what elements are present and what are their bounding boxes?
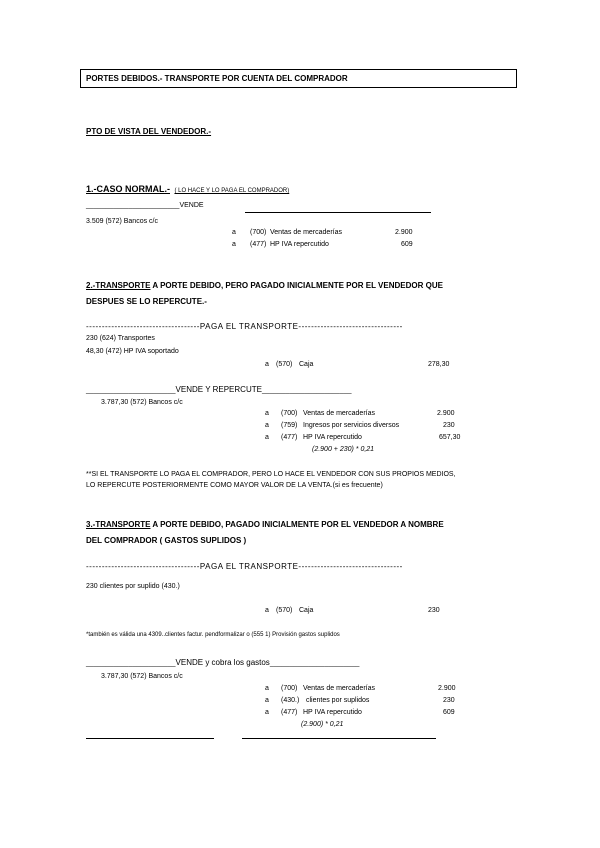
dash-right: --------------------------------- [298, 562, 403, 571]
bottom-rule-right [242, 738, 436, 739]
s2-separator [86, 385, 352, 394]
s2-caja-acc: (570) [276, 361, 293, 368]
s3-caja-amt: 230 [428, 607, 440, 614]
s2-credit-desc-1: Ingresos por servicios diversos [303, 422, 400, 429]
document-title: PORTES DEBIDOS.- TRANSPORTE POR CUENTA DEL COMPRADOR [86, 74, 348, 83]
s3-credit-acc-2: (477) [281, 709, 298, 716]
s2-credit-desc-2: HP IVA repercutido [303, 434, 362, 441]
s2-credit-amt-0: 2.900 [437, 410, 455, 417]
s2-debit-1: 48,30 (472) HP IVA soportado [86, 348, 179, 355]
s2-caja-desc: Caja [299, 361, 314, 368]
s3-dash-separator [86, 562, 403, 571]
section-3-title-line2: DEL COMPRADOR ( GASTOS SUPLIDOS ) [86, 536, 247, 545]
bottom-rule-left [86, 738, 214, 739]
s3-debit: 230 clientes por suplido (430.) [86, 583, 180, 590]
s1-credit-a-1: a [232, 241, 236, 248]
s2-credit-acc-1: (759) [281, 422, 298, 429]
dash-label: PAGA EL TRANSPORTE [199, 562, 299, 571]
sep-left: _______________________ [86, 660, 176, 667]
dash-right: --------------------------------- [298, 322, 403, 331]
s1-credit-amt-0: 2.900 [395, 229, 413, 236]
s3-separator [86, 658, 359, 667]
s3-caja-acc: (570) [276, 607, 293, 614]
section-1-separator [86, 202, 204, 209]
s3-credit-amt-1: 230 [443, 697, 455, 704]
dash-left: ------------------------------------ [86, 322, 200, 331]
s1-credit-desc-0: Ventas de mercaderías [270, 229, 342, 236]
s3-credit-a-1: a [265, 697, 269, 704]
sep-right-line [245, 212, 431, 213]
s2-credit-desc-0: Ventas de mercaderías [303, 410, 375, 417]
s3-note: *también es válida una 4309..clientes factur. pendformalizar o (555 1) Provisión gastos suplidos [86, 632, 340, 638]
section-3-title-line1 [86, 520, 444, 529]
s3-credit-acc-1: (430.) [281, 697, 300, 704]
sep-left: _______________________ [86, 387, 176, 394]
s1-credit-acc-0: (700) [250, 229, 267, 236]
s2-formula: (2.900 + 230) * 0,21 [312, 446, 375, 453]
s2-credit-amt-1: 230 [443, 422, 455, 429]
dash-left: ------------------------------------ [86, 562, 200, 571]
s3-caja-a: a [265, 607, 269, 614]
s2-credit-acc-2: (477) [281, 434, 298, 441]
s2-debit2: 3.787,30 (572) Bancos c/c [101, 399, 183, 406]
section-1-heading [86, 179, 289, 197]
s2-note-line1: **SI EL TRANSPORTE LO PAGA EL COMPRADOR, PERO LO HACE EL VENDEDOR CON SUS PROPIOS MEDIOS, [86, 471, 456, 478]
sep-label: VENDE y cobra los gastos [175, 658, 270, 667]
section-2-title-underlined: 2.-TRANSPORTE [86, 281, 151, 290]
s3-formula: (2.900) * 0,21 [301, 721, 344, 728]
section-2-title-rest: A PORTE DEBIDO, PERO PAGADO INICIALMENTE POR EL VENDEDOR QUE [150, 281, 443, 290]
sep-right: _______________________ [269, 660, 360, 667]
s2-debit-0: 230 (624) Transportes [86, 335, 155, 342]
s3-credit-acc-0: (700) [281, 685, 298, 692]
section-2-title-line2: DESPUES SE LO REPERCUTE.- [86, 297, 207, 306]
sep-left-line: ________________________ [86, 202, 180, 209]
section-1-note: ( LO HACE Y LO PAGA EL COMPRADOR) [174, 188, 290, 194]
s2-credit-a-0: a [265, 410, 269, 417]
viewpoint-heading: PTO DE VISTA DEL VENDEDOR.- [86, 127, 212, 136]
s3-debit2: 3.787,30 (572) Bancos c/c [101, 673, 183, 680]
s2-credit-amt-2: 657,30 [439, 434, 461, 441]
section-3-title-underlined: 3.-TRANSPORTE [86, 520, 151, 529]
sep-label: VENDE [179, 202, 204, 209]
s2-credit-acc-0: (700) [281, 410, 298, 417]
s3-credit-a-2: a [265, 709, 269, 716]
sep-right: _______________________ [261, 387, 352, 394]
s2-caja-amt: 278,30 [428, 361, 450, 368]
s3-credit-amt-2: 609 [443, 709, 455, 716]
s1-credit-a-0: a [232, 229, 236, 236]
section-2-title-line1 [86, 281, 443, 290]
s2-dash-separator [86, 322, 403, 331]
s3-credit-amt-0: 2.900 [438, 685, 456, 692]
s1-credit-desc-1: HP IVA repercutido [270, 241, 329, 248]
s2-credit-a-2: a [265, 434, 269, 441]
s3-credit-desc-2: HP IVA repercutido [303, 709, 362, 716]
s2-caja-a: a [265, 361, 269, 368]
sep-label: VENDE Y REPERCUTE [175, 385, 262, 394]
s3-credit-desc-0: Ventas de mercaderías [303, 685, 375, 692]
s1-debit: 3.509 (572) Bancos c/c [86, 218, 158, 225]
dash-label: PAGA EL TRANSPORTE [199, 322, 299, 331]
s3-credit-a-0: a [265, 685, 269, 692]
section-3-title-rest: A PORTE DEBIDO, PAGADO INICIALMENTE POR EL VENDEDOR A NOMBRE [150, 520, 444, 529]
s3-credit-desc-1: clientes por suplidos [306, 697, 370, 704]
s3-caja-desc: Caja [299, 607, 314, 614]
s2-note-line2: LO REPERCUTE POSTERIORMENTE COMO MAYOR VALOR DE LA VENTA.(si es frecuente) [86, 482, 383, 489]
s1-credit-amt-1: 609 [401, 241, 413, 248]
section-1-title: 1.-CASO NORMAL.- [86, 184, 170, 194]
s1-credit-acc-1: (477) [250, 241, 267, 248]
s2-credit-a-1: a [265, 422, 269, 429]
